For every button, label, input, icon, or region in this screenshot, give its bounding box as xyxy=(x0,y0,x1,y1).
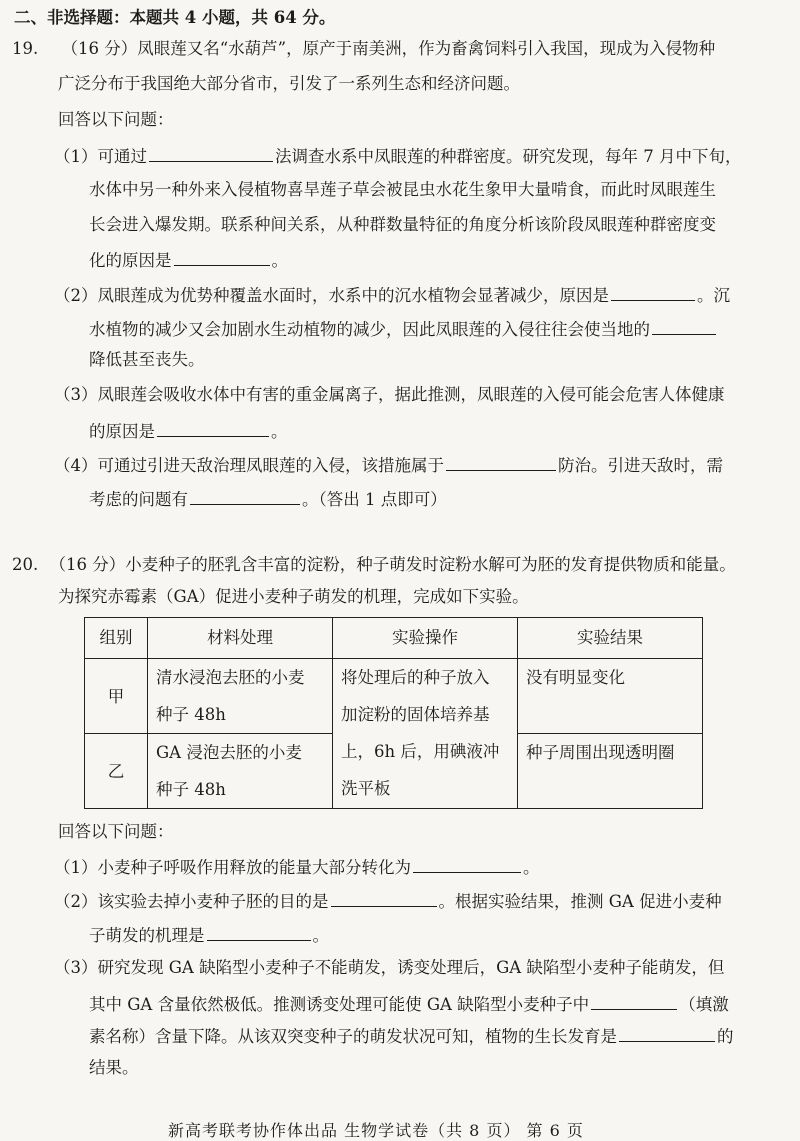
q20-prompt: 回答以下问题： xyxy=(58,822,174,841)
q20-part3-line-1: （3）研究发现 GA 缺陷型小麦种子不能萌发，诱变处理后，GA 缺陷型小麦种子能萌发，但 xyxy=(54,958,725,977)
answer-blank[interactable] xyxy=(331,888,437,907)
answer-blank[interactable] xyxy=(413,854,521,873)
section-title: 二、非选择题：本题共 4 小题，共 64 分。 xyxy=(14,8,336,27)
q19-part2-line-3: 降低甚至丧失。 xyxy=(89,350,205,369)
table-header-cell: 实验操作 xyxy=(333,618,518,659)
table-cell-material: GA 浸泡去胚的小麦 种子 48h xyxy=(148,734,333,809)
experiment-table xyxy=(84,617,703,809)
q20-number: 20. xyxy=(12,555,39,574)
answer-blank[interactable] xyxy=(611,282,695,301)
table-header-cell: 组别 xyxy=(85,618,148,659)
table-cell-material: 清水浸泡去胚的小麦 种子 48h xyxy=(148,659,333,734)
table-cell-result: 没有明显变化 xyxy=(518,659,703,734)
table-cell-group: 乙 xyxy=(85,734,148,809)
q20-intro-line-2: 为探究赤霉素（GA）促进小麦种子萌发的机理，完成如下实验。 xyxy=(58,587,529,606)
answer-blank[interactable] xyxy=(446,452,556,471)
q19-part2-line-1: （2）凤眼莲成为优势种覆盖水面时，水系中的沉水植物会显著减少，原因是 。沉 xyxy=(54,282,730,307)
q19-intro-line-1: 19. （16 分）凤眼莲又名“水葫芦”，原产于南美洲，作为畜禽饲料引入我国，现成为入侵物种 xyxy=(12,39,716,58)
q19-prompt: 回答以下问题： xyxy=(58,110,174,129)
answer-blank[interactable] xyxy=(157,418,269,437)
q20-intro-line-1: 20. （16 分）小麦种子的胚乳含丰富的淀粉，种子萌发时淀粉水解可为胚的发育提供物质和能量。 xyxy=(12,555,736,574)
table-header-row xyxy=(85,618,703,659)
answer-blank[interactable] xyxy=(652,316,716,335)
answer-blank[interactable] xyxy=(591,991,677,1010)
q19-intro-line-2: 广泛分布于我国绝大部分省市，引发了一系列生态和经济问题。 xyxy=(58,74,520,93)
q20-part3-line-4: 结果。 xyxy=(89,1058,139,1077)
q19-part4-line-2: 考虑的问题有 。（答出 1 点即可） xyxy=(89,486,447,511)
q20-part3-line-2: 其中 GA 含量依然极低。推测诱变处理可能使 GA 缺陷型小麦种子中 （填激 xyxy=(89,991,729,1016)
q19-part4-line-1: （4）可通过引进天敌治理凤眼莲的入侵，该措施属于 防治。引进天敌时，需 xyxy=(54,452,723,477)
q19-part1-line-2: 水体中另一种外来入侵植物喜旱莲子草会被昆虫水花生象甲大量啃食，而此时凤眼莲生 xyxy=(89,180,716,199)
q19-part1-line-3: 长会进入爆发期。联系种间关系，从种群数量特征的角度分析该阶段凤眼莲种群密度变 xyxy=(89,215,716,234)
q19-part3-line-1: （3）凤眼莲会吸收水体中有害的重金属离子，据此推测，凤眼莲的入侵可能会危害人体健康 xyxy=(54,385,725,404)
q19-part3-line-2: 的原因是 。 xyxy=(89,418,288,443)
q19-part1-line-1: （1）可通过 法调查水系中凤眼莲的种群密度。研究发现，每年 7 月中下旬， xyxy=(54,143,742,168)
answer-blank[interactable] xyxy=(190,486,300,505)
q20-part1-line: （1）小麦种子呼吸作用释放的能量大部分转化为 。 xyxy=(54,854,540,879)
table-row xyxy=(85,659,703,734)
q19-part2-line-2: 水植物的减少又会加剧水生动植物的减少，因此凤眼莲的入侵往往会使当地的 xyxy=(89,316,718,341)
table-header-cell: 实验结果 xyxy=(518,618,703,659)
q19-number: 19. xyxy=(12,39,39,58)
q20-part3-line-3: 素名称）含量下降。从该双突变种子的萌发状况可知，植物的生长发育是 的 xyxy=(89,1023,734,1048)
q20-part2-line-2: 子萌发的机理是 。 xyxy=(89,922,329,947)
answer-blank[interactable] xyxy=(149,143,273,162)
q20-part2-line-1: （2）该实验去掉小麦种子胚的目的是 。根据实验结果，推测 GA 促进小麦种 xyxy=(54,888,722,913)
answer-blank[interactable] xyxy=(619,1023,715,1042)
answer-blank[interactable] xyxy=(174,247,270,266)
table-header-cell: 材料处理 xyxy=(148,618,333,659)
table-cell-group: 甲 xyxy=(85,659,148,734)
q19-part1-line-4: 化的原因是 。 xyxy=(89,247,288,272)
table-cell-result: 种子周围出现透明圈 xyxy=(518,734,703,809)
table-cell-operation: 将处理后的种子放入 加淀粉的固体培养基 上，6h 后，用碘液冲 洗平板 xyxy=(333,659,518,809)
answer-blank[interactable] xyxy=(207,922,311,941)
page-footer: 新高考联考协作体出品 生物学试卷（共 8 页） 第 6 页 xyxy=(168,1121,584,1140)
